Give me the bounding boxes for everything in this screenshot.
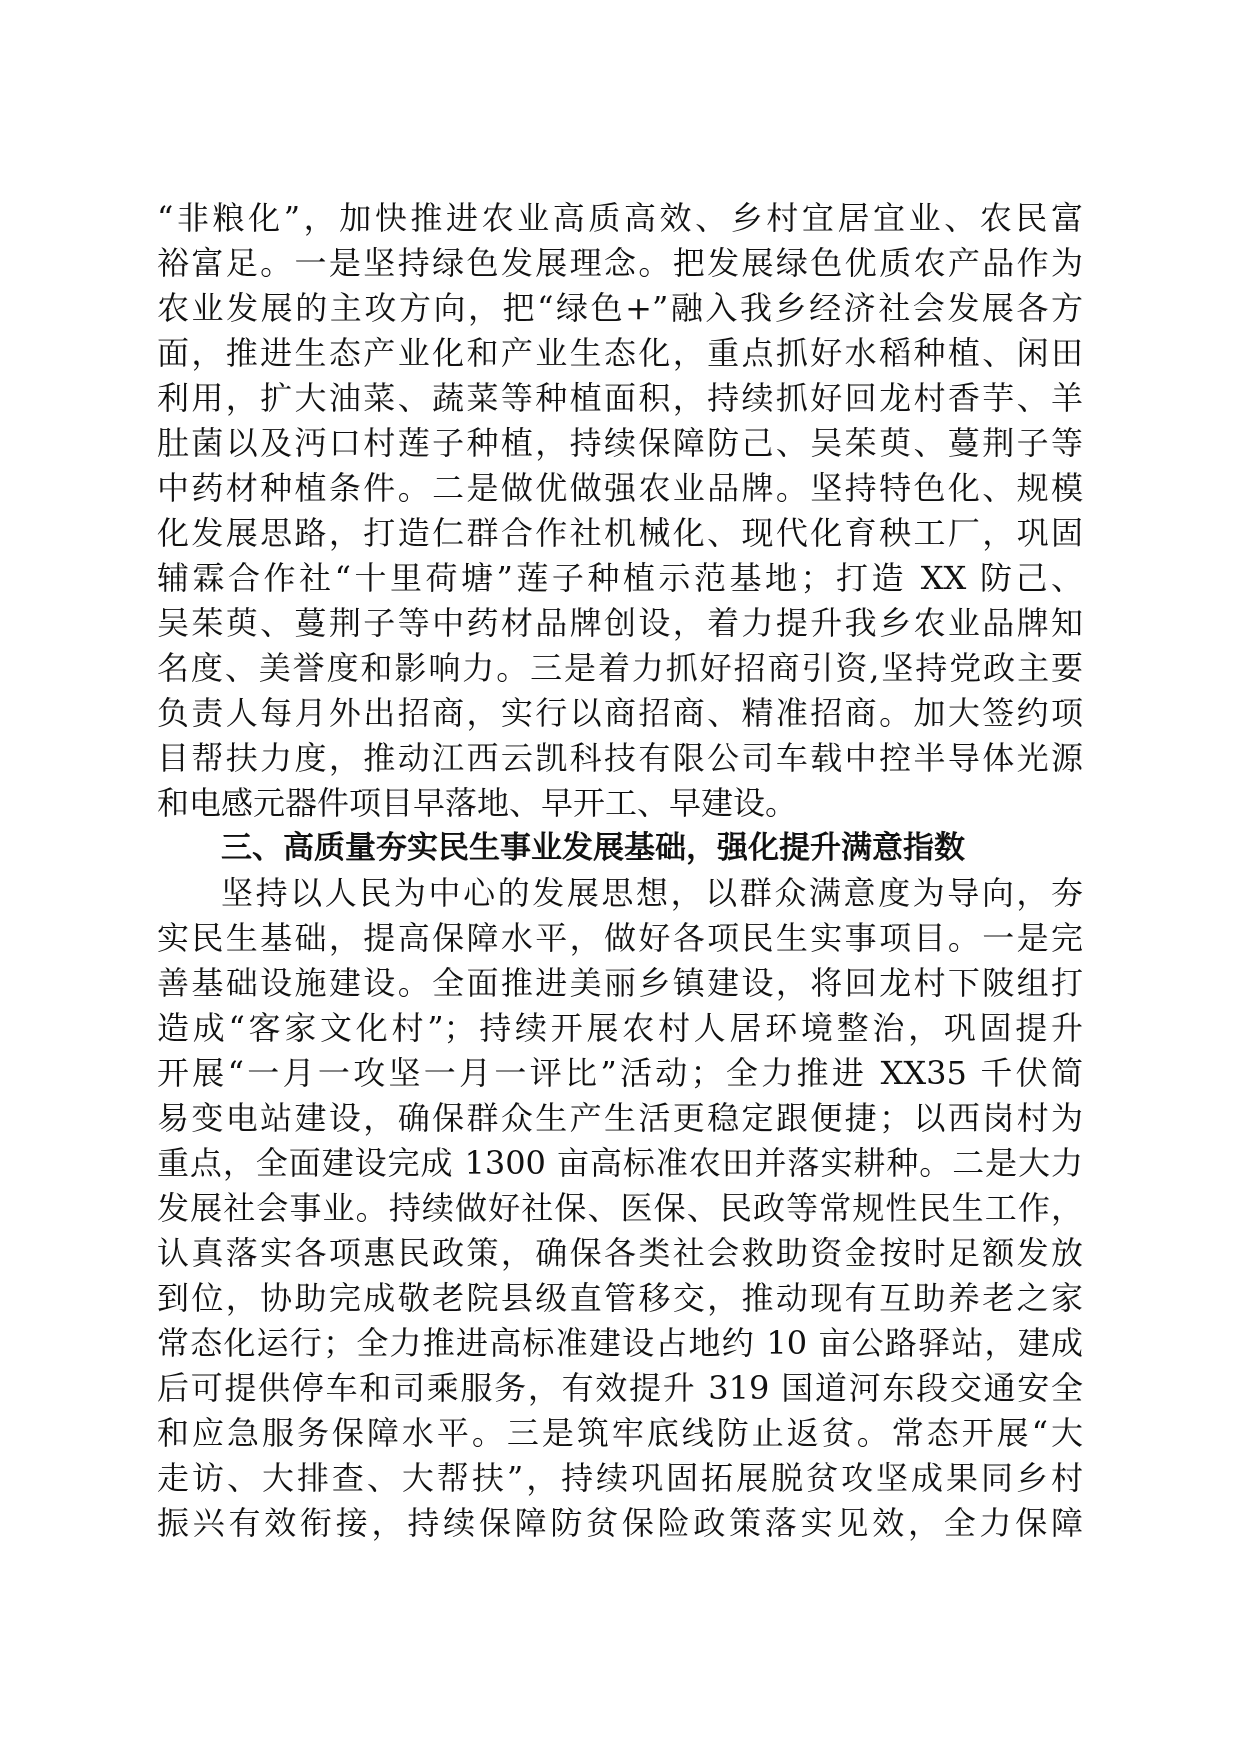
section-heading: 三、高质量夯实民生事业发展基础，强化提升满意指数 <box>221 830 965 866</box>
text-line: 吴茱萸、蔓荆子等中药材品牌创设，着力提升我乡农业品牌知 <box>157 604 1083 642</box>
text-line: 肚菌以及沔口村莲子种植，持续保障防己、吴茱萸、蔓荆子等 <box>157 424 1083 462</box>
text-line: 实民生基础，提高保障水平，做好各项民生实事项目。一是完 <box>157 919 1083 957</box>
text-line: 和电感元器件项目早落地、早开工、早建设。 <box>157 784 798 822</box>
text-line: 利用，扩大油菜、蔬菜等种植面积，持续抓好回龙村香芋、羊 <box>157 379 1083 417</box>
text-line: 善基础设施建设。全面推进美丽乡镇建设，将回龙村下陂组打 <box>157 964 1083 1002</box>
document-body <box>157 196 1083 1546</box>
text-line: 坚持以人民为中心的发展思想，以群众满意度为导向，夯 <box>221 874 1083 912</box>
text-line: 负责人每月外出招商，实行以商招商、精准招商。加大签约项 <box>157 694 1083 732</box>
text-line: 开展“一月一攻坚一月一评比”活动；全力推进 XX35 千伏简 <box>157 1054 1083 1092</box>
text-line: 辅霖合作社“十里荷塘”莲子种植示范基地；打造 XX 防己、 <box>157 559 1083 597</box>
text-line: “非粮化”，加快推进农业高质高效、乡村宜居宜业、农民富 <box>157 199 1083 237</box>
text-line: 常态化运行；全力推进高标准建设占地约 10 亩公路驿站，建成 <box>157 1324 1083 1362</box>
text-line: 振兴有效衔接，持续保障防贫保险政策落实见效，全力保障 <box>157 1504 1083 1542</box>
text-line: 造成“客家文化村”；持续开展农村人居环境整治，巩固提升 <box>157 1009 1083 1047</box>
text-line: 和应急服务保障水平。三是筑牢底线防止返贫。常态开展“大 <box>157 1414 1083 1452</box>
text-line: 易变电站建设，确保群众生产生活更稳定跟便捷；以西岗村为 <box>157 1099 1083 1137</box>
text-line: 裕富足。一是坚持绿色发展理念。把发展绿色优质农产品作为 <box>157 244 1083 282</box>
text-line: 发展社会事业。持续做好社保、医保、民政等常规性民生工作， <box>157 1189 1083 1227</box>
text-line: 到位，协助完成敬老院县级直管移交，推动现有互助养老之家 <box>157 1279 1083 1317</box>
text-line: 目帮扶力度，推动江西云凯科技有限公司车载中控半导体光源 <box>157 739 1083 777</box>
paragraph-agriculture <box>157 196 1083 826</box>
text-line: 后可提供停车和司乘服务，有效提升 319 国道河东段交通安全 <box>157 1369 1083 1407</box>
text-line: 面，推进生态产业化和产业生态化，重点抓好水稻种植、闲田 <box>157 334 1083 372</box>
text-line: 走访、大排查、大帮扶”，持续巩固拓展脱贫攻坚成果同乡村 <box>157 1459 1083 1497</box>
text-line: 中药材种植条件。二是做优做强农业品牌。坚持特色化、规模 <box>157 469 1083 507</box>
text-line: 认真落实各项惠民政策，确保各类社会救助资金按时足额发放 <box>157 1234 1083 1272</box>
text-line: 农业发展的主攻方向，把“绿色+”融入我乡经济社会发展各方 <box>157 289 1083 327</box>
text-line: 重点，全面建设完成 1300 亩高标准农田并落实耕种。二是大力 <box>157 1144 1083 1182</box>
text-line: 化发展思路，打造仁群合作社机械化、现代化育秧工厂，巩固 <box>157 514 1083 552</box>
text-line: 名度、美誉度和影响力。三是着力抓好招商引资,坚持党政主要 <box>157 649 1083 687</box>
paragraph-livelihood <box>157 871 1083 1546</box>
